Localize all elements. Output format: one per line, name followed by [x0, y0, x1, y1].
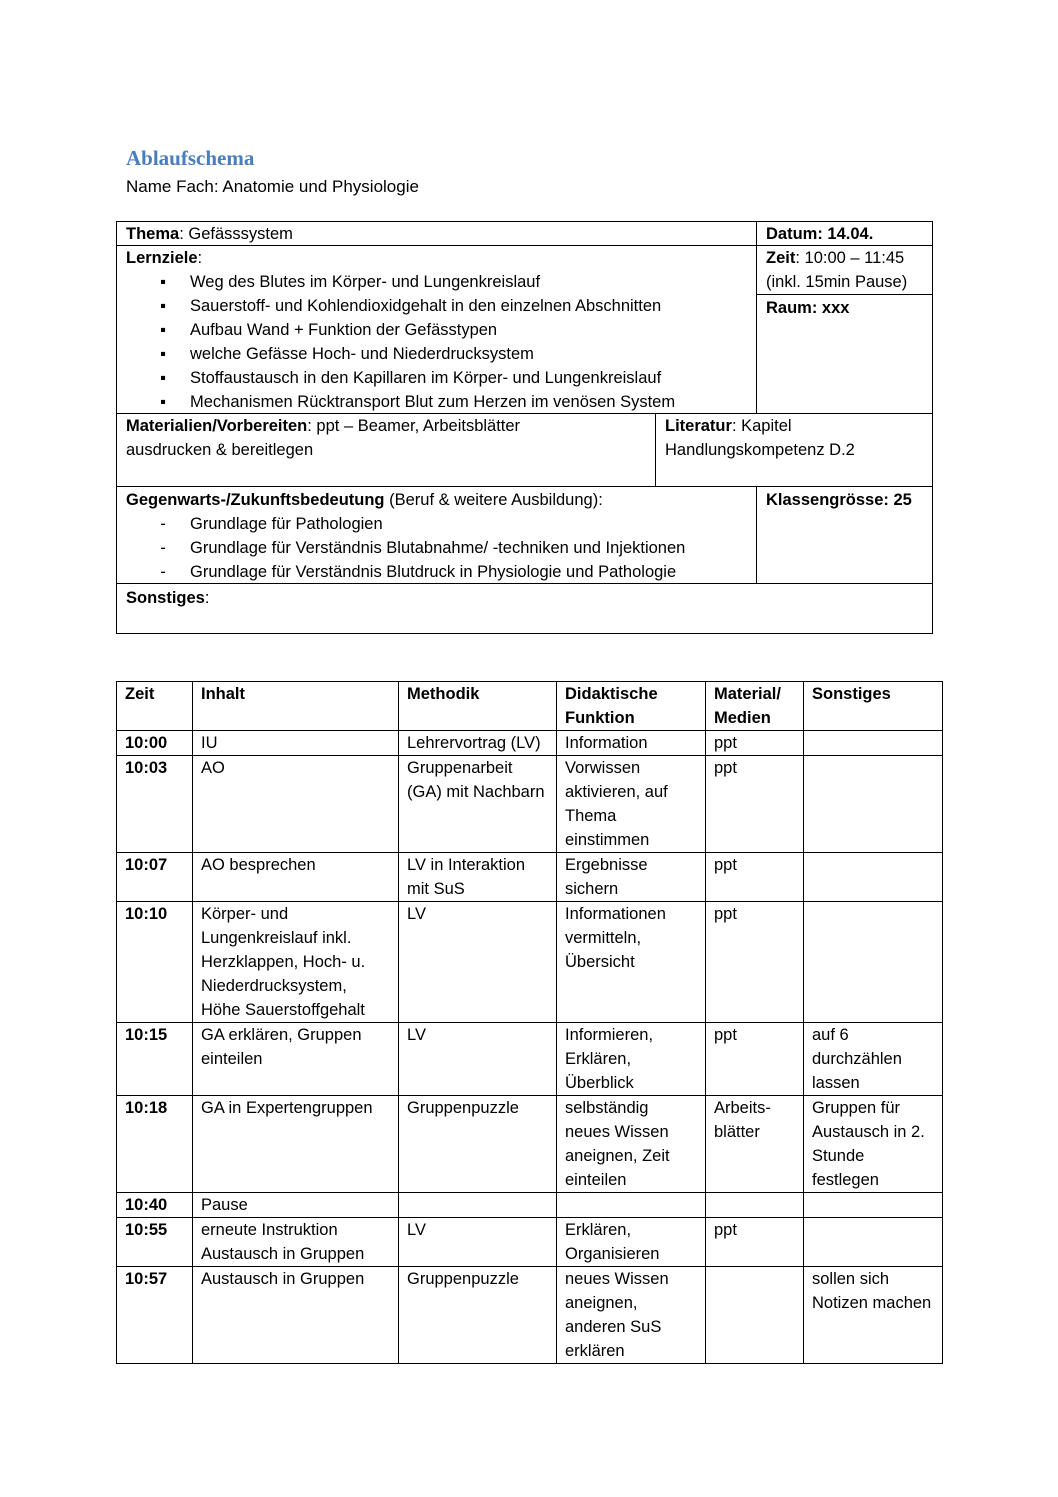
- table-row: [117, 853, 943, 902]
- cell-zeit: 10:10: [117, 902, 193, 1023]
- thema-label: Thema: [126, 225, 180, 243]
- cell-inhalt: GA in Expertengruppen: [193, 1096, 399, 1193]
- materialien-value: ausdrucken & bereitlegen: [126, 441, 314, 459]
- thema-cell: [126, 222, 293, 246]
- bullet-marker: ▪: [160, 369, 166, 387]
- lernziele-list: [126, 270, 675, 414]
- zeit-note: (inkl. 15min Pause): [766, 273, 908, 291]
- list-item: ▪ Stoffaustausch in den Kapillaren im Körper- und Lungenkreislauf: [126, 366, 675, 390]
- cell-methodik: [399, 1193, 557, 1218]
- materialien-cell: Materialien/Vorbereiten: ppt – Beamer, Arbeitsblätter: [126, 417, 521, 435]
- bedeutung-heading: Gegenwarts-/Zukunftsbedeutung (Beruf & weitere Ausbildung):: [126, 491, 603, 509]
- cell-sonstiges: auf 6 durchzählen lassen: [804, 1023, 943, 1096]
- table-row: [117, 1096, 943, 1193]
- klassen-cell: [766, 488, 912, 512]
- cell-methodik: Gruppenpuzzle: [399, 1267, 557, 1364]
- schedule-table: [116, 681, 943, 1364]
- cell-funktion: Informieren, Erklären, Überblick: [557, 1023, 706, 1096]
- cell-zeit: 10:07: [117, 853, 193, 902]
- cell-zeit: 10:40: [117, 1193, 193, 1218]
- raum-cell: [766, 296, 849, 320]
- dash-marker: -: [160, 563, 166, 581]
- cell-methodik: Gruppenpuzzle: [399, 1096, 557, 1193]
- cell-sonstiges: sollen sich Notizen machen: [804, 1267, 943, 1364]
- cell-inhalt: IU: [193, 731, 399, 756]
- cell-material: ppt: [706, 756, 804, 853]
- bullet-marker: ▪: [160, 321, 166, 339]
- bedeutung-list: [126, 512, 685, 584]
- table-row: [117, 1218, 943, 1267]
- cell-funktion: Erklären, Organisieren: [557, 1218, 706, 1267]
- cell-methodik: LV in Interaktion mit SuS: [399, 853, 557, 902]
- list-item: - Grundlage für Verständnis Blutdruck in Physiologie und Pathologie: [126, 560, 685, 584]
- cell-funktion: selbständig neues Wissen aneignen, Zeit einteilen: [557, 1096, 706, 1193]
- bullet-marker: ▪: [160, 345, 166, 363]
- list-item: ▪ welche Gefässe Hoch- und Niederdrucksystem: [126, 342, 675, 366]
- bullet-marker: ▪: [160, 297, 166, 315]
- cell-sonstiges: [804, 1218, 943, 1267]
- column-header-funktion: Didaktische Funktion: [557, 682, 706, 731]
- zeit-cell: [766, 246, 904, 270]
- cell-material: [706, 1267, 804, 1364]
- cell-funktion: neues Wissen aneignen, anderen SuS erklären: [557, 1267, 706, 1364]
- bullet-marker: ▪: [160, 393, 166, 411]
- cell-methodik: Lehrervortrag (LV): [399, 731, 557, 756]
- cell-zeit: 10:57: [117, 1267, 193, 1364]
- raum-value: : xxx: [811, 299, 850, 317]
- table-row: [117, 731, 943, 756]
- datum-label: Datum: [766, 225, 818, 243]
- literatur-value: Handlungskompetenz D.2: [665, 441, 855, 459]
- datum-cell: [766, 222, 873, 246]
- cell-funktion: Informationen vermitteln, Übersicht: [557, 902, 706, 1023]
- cell-inhalt: AO besprechen: [193, 853, 399, 902]
- sonstiges-cell: Sonstiges:: [126, 589, 210, 607]
- column-divider: [655, 413, 656, 486]
- cell-material: [706, 1193, 804, 1218]
- cell-sonstiges: [804, 853, 943, 902]
- cell-sonstiges: [804, 1193, 943, 1218]
- zeit-value: : 10:00 – 11:45: [795, 249, 905, 267]
- raum-label: Raum: [766, 299, 812, 317]
- cell-material: ppt: [706, 731, 804, 756]
- list-item: ▪ Mechanismen Rücktransport Blut zum Herzen im venösen System: [126, 390, 675, 414]
- column-divider: [756, 221, 757, 413]
- sonstiges-label: Sonstiges: [126, 589, 205, 607]
- table-row: [117, 1193, 943, 1218]
- cell-sonstiges: [804, 902, 943, 1023]
- column-divider: [756, 486, 757, 583]
- list-item: - Grundlage für Verständnis Blutabnahme/ -techniken und Injektionen: [126, 536, 685, 560]
- cell-inhalt: erneute Instruktion Austausch in Gruppen: [193, 1218, 399, 1267]
- subject-name: Name Fach: Anatomie und Physiologie: [126, 177, 419, 196]
- cell-methodik: LV: [399, 1023, 557, 1096]
- cell-funktion: Ergebnisse sichern: [557, 853, 706, 902]
- cell-sonstiges: [804, 756, 943, 853]
- cell-inhalt: AO: [193, 756, 399, 853]
- cell-zeit: 10:03: [117, 756, 193, 853]
- cell-zeit: 10:55: [117, 1218, 193, 1267]
- cell-sonstiges: Gruppen für Austausch in 2. Stunde festlegen: [804, 1096, 943, 1193]
- cell-funktion: [557, 1193, 706, 1218]
- table-row: [117, 756, 943, 853]
- cell-material: ppt: [706, 1218, 804, 1267]
- cell-funktion: Information: [557, 731, 706, 756]
- column-header-sonstiges: Sonstiges: [804, 682, 943, 731]
- zeit-label: Zeit: [766, 249, 796, 267]
- klassen-value: : 25: [883, 491, 912, 509]
- cell-inhalt: Austausch in Gruppen: [193, 1267, 399, 1364]
- lernziele-heading: Lernziele:: [126, 249, 203, 267]
- list-item: ▪ Sauerstoff- und Kohlendioxidgehalt in den einzelnen Abschnitten: [126, 294, 675, 318]
- dash-marker: -: [160, 539, 166, 557]
- cell-funktion: Vorwissen aktivieren, auf Thema einstimmen: [557, 756, 706, 853]
- literatur-cell: Literatur: Kapitel: [665, 417, 792, 435]
- cell-material: ppt: [706, 853, 804, 902]
- column-header-material: Material/ Medien: [706, 682, 804, 731]
- cell-sonstiges: [804, 731, 943, 756]
- bedeutung-label: Gegenwarts-/Zukunftsbedeutung: [126, 491, 385, 509]
- thema-value: : Gefässsystem: [179, 225, 293, 243]
- cell-zeit: 10:18: [117, 1096, 193, 1193]
- cell-methodik: LV: [399, 1218, 557, 1267]
- table-header-row: [117, 682, 943, 731]
- list-item: ▪ Weg des Blutes im Körper- und Lungenkreislauf: [126, 270, 675, 294]
- materialien-label: Materialien/Vorbereiten: [126, 417, 308, 435]
- literatur-label: Literatur: [665, 417, 732, 435]
- bullet-marker: ▪: [160, 273, 166, 291]
- row-divider: [756, 294, 933, 295]
- cell-inhalt: Körper- und Lungenkreislauf inkl. Herzklappen, Hoch- u. Niederdrucksystem, Höhe Sauerstoffgehalt: [193, 902, 399, 1023]
- list-item: - Grundlage für Pathologien: [126, 512, 685, 536]
- cell-methodik: LV: [399, 902, 557, 1023]
- page-title: Ablaufschema: [126, 146, 255, 170]
- cell-zeit: 10:00: [117, 731, 193, 756]
- klassen-label: Klassengrösse: [766, 491, 884, 509]
- table-row: [117, 1267, 943, 1364]
- column-header-inhalt: Inhalt: [193, 682, 399, 731]
- table-row: [117, 902, 943, 1023]
- datum-value: : 14.04.: [817, 225, 874, 243]
- cell-material: Arbeits-blätter: [706, 1096, 804, 1193]
- cell-material: ppt: [706, 1023, 804, 1096]
- cell-zeit: 10:15: [117, 1023, 193, 1096]
- table-row: [117, 1023, 943, 1096]
- column-header-methodik: Methodik: [399, 682, 557, 731]
- column-header-zeit: Zeit: [117, 682, 193, 731]
- dash-marker: -: [160, 515, 166, 533]
- cell-inhalt: Pause: [193, 1193, 399, 1218]
- list-item: ▪ Aufbau Wand + Funktion der Gefässtypen: [126, 318, 675, 342]
- cell-methodik: Gruppenarbeit (GA) mit Nachbarn: [399, 756, 557, 853]
- row-divider: [116, 486, 933, 487]
- cell-inhalt: GA erklären, Gruppen einteilen: [193, 1023, 399, 1096]
- lernziele-label: Lernziele: [126, 249, 198, 267]
- cell-material: ppt: [706, 902, 804, 1023]
